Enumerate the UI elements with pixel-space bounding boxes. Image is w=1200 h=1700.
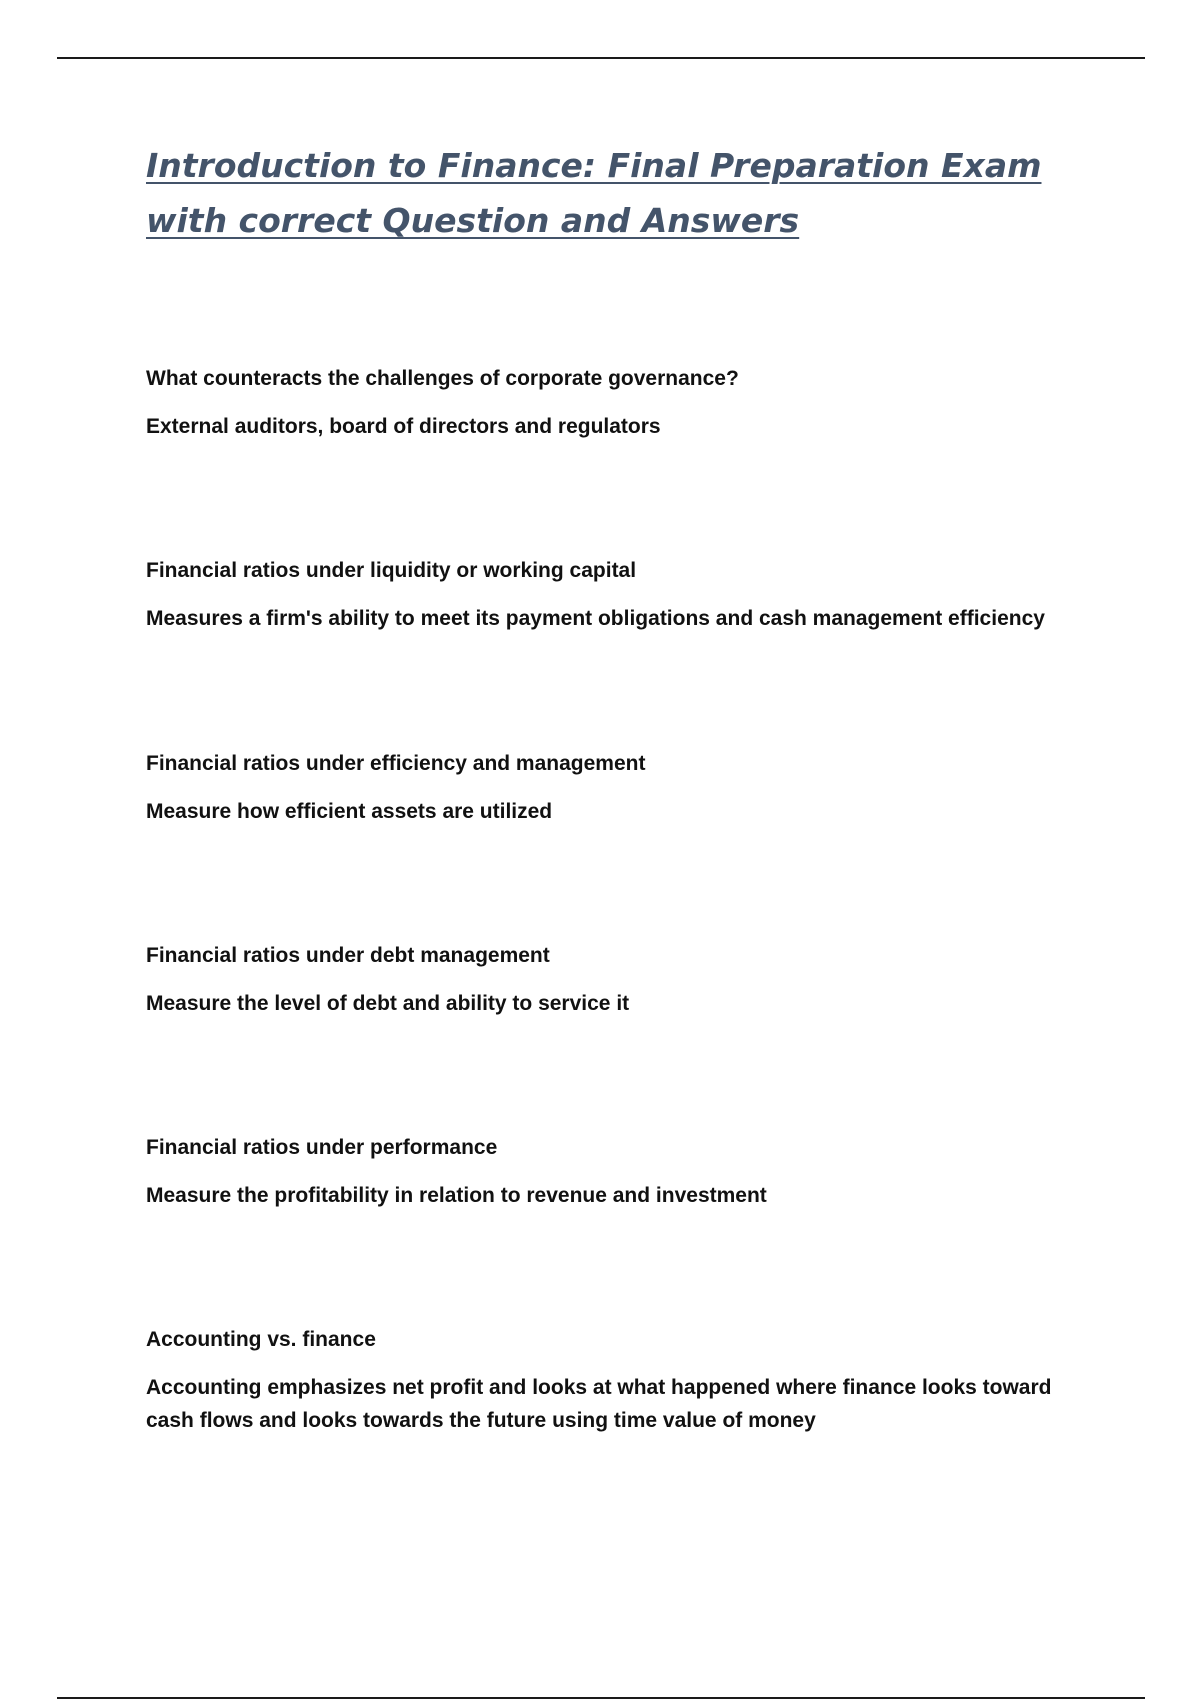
answer-text: Measure the level of debt and ability to service it	[146, 992, 630, 1015]
question-text: Financial ratios under efficiency and management	[146, 752, 646, 775]
answer-text: Accounting emphasizes net profit and looks at what happened where finance looks toward cash flows and looks towards the future using time value of money	[146, 1376, 1052, 1432]
qa-item	[146, 747, 1086, 828]
answer-text: Measure the profitability in relation to revenue and investment	[146, 1184, 767, 1207]
question-text: What counteracts the challenges of corporate governance?	[146, 367, 739, 390]
qa-item	[146, 1323, 1086, 1437]
qa-item	[146, 554, 1086, 635]
answer-text: Measures a firm's ability to meet its payment obligations and cash management efficiency	[146, 607, 1045, 630]
header-rule	[57, 57, 1145, 59]
answer-text: External auditors, board of directors and regulators	[146, 415, 661, 438]
qa-item	[146, 1131, 1086, 1212]
footer-rule	[57, 1697, 1145, 1699]
question-text: Financial ratios under liquidity or working capital	[146, 559, 637, 582]
question-text: Financial ratios under performance	[146, 1136, 498, 1159]
document-title: Introduction to Finance: Final Preparation Exam with correct Question and Answers	[146, 146, 1042, 240]
question-text: Financial ratios under debt management	[146, 944, 550, 967]
qa-item	[146, 362, 1086, 443]
qa-item	[146, 939, 1086, 1020]
answer-text: Measure how efficient assets are utilized	[146, 800, 553, 823]
question-text: Accounting vs. finance	[146, 1328, 376, 1351]
